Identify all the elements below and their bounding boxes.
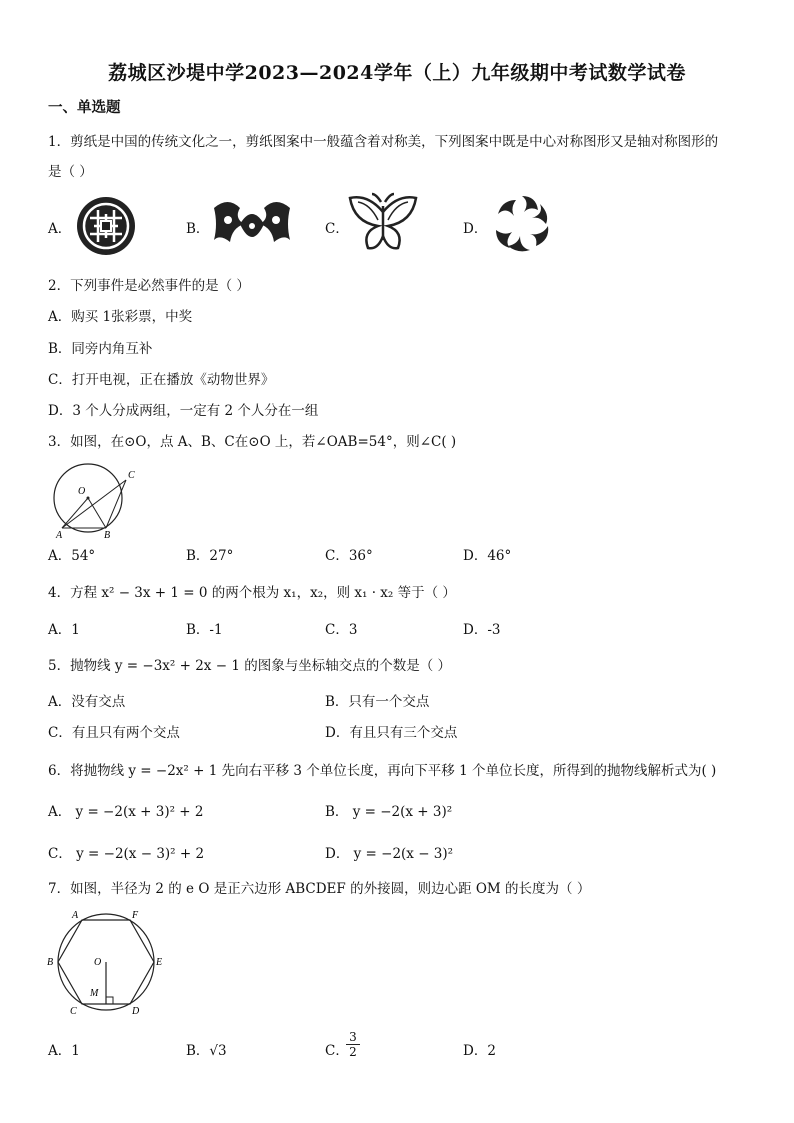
- q1-option-c[interactable]: C．: [325, 221, 349, 237]
- q7-fraction-numerator: 3: [349, 1030, 357, 1044]
- q4-option-c[interactable]: C．3: [325, 622, 358, 638]
- q5-option-c[interactable]: C．有且只有两个交点: [48, 725, 180, 741]
- section-heading: 一、单选题: [48, 99, 121, 116]
- q7-fraction-denominator: 2: [346, 1044, 360, 1059]
- q3-figure-circle: [44, 462, 144, 542]
- q4-option-b[interactable]: B．-1: [186, 622, 223, 638]
- q1-option-b-image: [210, 194, 294, 254]
- q7-label-a: A: [72, 910, 79, 921]
- q5-option-b[interactable]: B．只有一个交点: [325, 694, 430, 710]
- q3-label-o: O: [78, 486, 86, 497]
- q3-label-a: A: [56, 530, 63, 541]
- q4-stem: 4．方程 x² − 3x + 1 = 0 的两个根为 x₁，x₂，则 x₁ · x₂ 等于（ ）: [48, 585, 456, 601]
- q6-option-d[interactable]: D． y = −2(x − 3)²: [325, 846, 454, 862]
- q2-option-b[interactable]: B．同旁内角互补: [48, 341, 153, 357]
- q3-option-b[interactable]: B．27°: [186, 548, 234, 564]
- q1-option-a[interactable]: A．: [48, 221, 72, 237]
- q2-option-c[interactable]: C．打开电视，正在播放《动物世界》: [48, 372, 275, 388]
- q7-stem: 7．如图，半径为 2 的 e O 是正六边形 ABCDEF 的外接圆，则边心距 OM 的长度为（ ）: [48, 881, 591, 897]
- q1-stem-line2: 是（ ）: [48, 164, 93, 180]
- q1-option-b[interactable]: B．: [186, 221, 210, 237]
- q7-option-c-fraction: [346, 1030, 360, 1059]
- q1-option-c-image: [348, 192, 418, 256]
- q2-option-d[interactable]: D．3 个人分成两组，一定有 2 个人分在一组: [48, 403, 319, 419]
- q1-option-d-image: [490, 192, 554, 256]
- q7-label-m: M: [90, 988, 99, 999]
- q6-option-b[interactable]: B． y = −2(x + 3)²: [325, 804, 453, 820]
- q7-option-d[interactable]: D．2: [463, 1043, 496, 1059]
- q7-option-a[interactable]: A．1: [48, 1043, 80, 1059]
- q5-option-d[interactable]: D．有且只有三个交点: [325, 725, 458, 741]
- q6-option-a[interactable]: A． y = −2(x + 3)² + 2: [48, 804, 204, 820]
- q1-stem-line1: 1．剪纸是中国的传统文化之一，剪纸图案中一般蕴含着对称美，下列图案中既是中心对称图形又是轴对称图形的: [48, 134, 719, 150]
- q6-option-c[interactable]: C． y = −2(x − 3)² + 2: [48, 846, 205, 862]
- q7-label-d: D: [132, 1006, 140, 1017]
- q7-figure-hexagon: [44, 906, 174, 1018]
- q7-label-o: O: [94, 957, 102, 968]
- q7-option-c[interactable]: C．: [325, 1043, 349, 1059]
- q4-option-a[interactable]: A．1: [48, 622, 80, 638]
- q1-option-a-image: [76, 196, 136, 256]
- q3-stem: 3．如图，在⊙O，点 A、B、C在⊙O 上，若∠OAB=54°，则∠C( ): [48, 434, 457, 450]
- q3-label-b: B: [104, 530, 111, 541]
- q7-label-b: B: [47, 957, 54, 968]
- q3-label-c: C: [128, 470, 135, 481]
- q3-option-a[interactable]: A．54°: [48, 548, 96, 564]
- q3-option-d[interactable]: D．46°: [463, 548, 512, 564]
- q5-option-a[interactable]: A．没有交点: [48, 694, 126, 710]
- q7-option-b[interactable]: B．√3: [186, 1043, 227, 1059]
- q3-option-c[interactable]: C．36°: [325, 548, 373, 564]
- q5-stem: 5．抛物线 y = −3x² + 2x − 1 的图象与坐标轴交点的个数是（ ）: [48, 658, 451, 674]
- q1-option-d[interactable]: D．: [463, 221, 488, 237]
- page-title: 荔城区沙堤中学2023—2024学年（上）九年级期中考试数学试卷: [108, 62, 686, 84]
- q2-option-a[interactable]: A．购买 1张彩票，中奖: [48, 309, 193, 325]
- q2-stem: 2．下列事件是必然事件的是（ ）: [48, 278, 250, 294]
- q7-label-f: F: [132, 910, 139, 921]
- q7-label-e: E: [156, 957, 163, 968]
- q6-stem: 6．将抛物线 y = −2x² + 1 先向右平移 3 个单位长度，再向下平移 1 个单位长度，所得到的抛物线解析式为( ): [48, 763, 717, 779]
- q7-label-c: C: [70, 1006, 77, 1017]
- q4-option-d[interactable]: D．-3: [463, 622, 501, 638]
